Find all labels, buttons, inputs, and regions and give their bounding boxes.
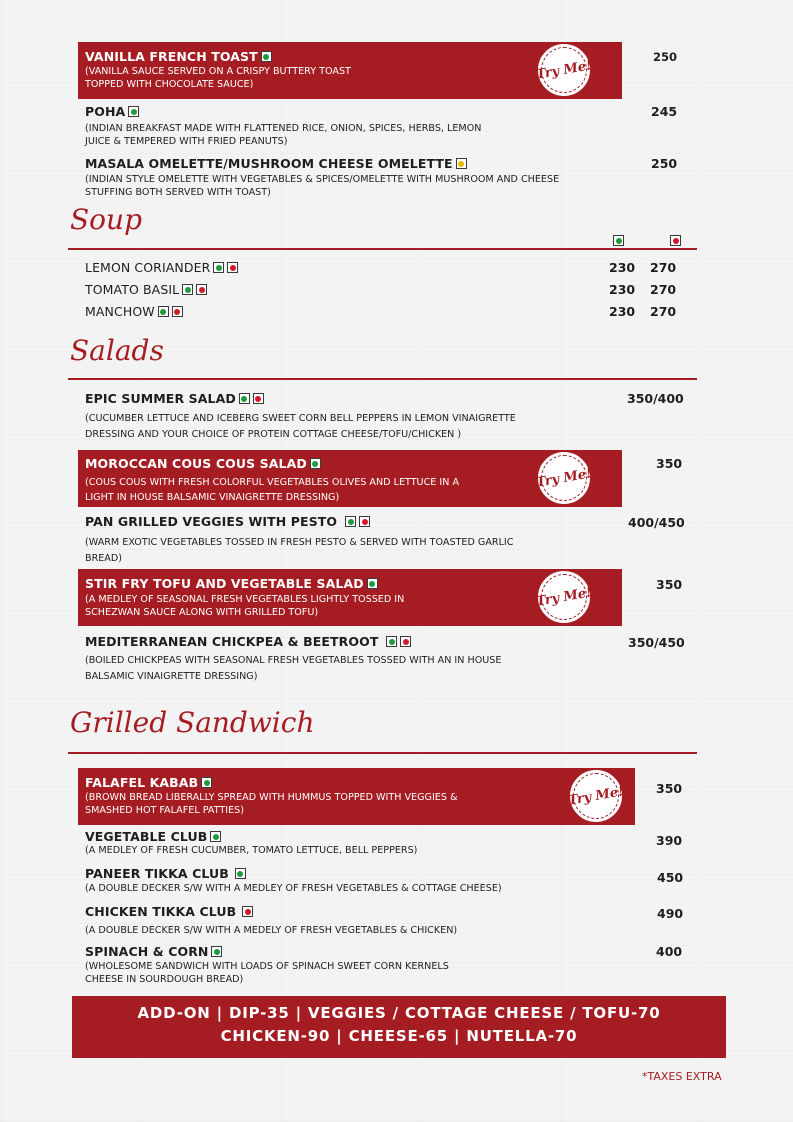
menu-item-title: STIR FRY TOFU AND VEGETABLE SALAD [85, 576, 378, 591]
menu-item-description: (COUS COUS WITH FRESH COLORFUL VEGETABLES OLIVES AND LETTUCE IN A LIGHT IN HOUSE BALSAMIC VINAIGRETTE DRESSING) [85, 477, 460, 503]
veg-icon [345, 516, 356, 527]
section-divider [68, 378, 697, 380]
menu-item-description: (A MEDLEY OF SEASONAL FRESH VEGETABLES LIGHTLY TOSSED IN SCHEZWAN SAUCE ALONG WITH GRILLED TOFU) [85, 594, 405, 618]
veg-icon [239, 393, 250, 404]
nonveg-icon [227, 262, 238, 273]
section-divider [68, 752, 697, 754]
menu-item-title: VANILLA FRENCH TOAST [85, 49, 272, 64]
veg-icon [213, 262, 224, 273]
menu-item-title: SPINACH & CORN [85, 944, 222, 959]
try-me-stamp: Try Me! [536, 42, 592, 98]
menu-item-price: 450 [657, 870, 684, 885]
menu-item-price: 400/450 [628, 515, 685, 530]
menu-item-title: VEGETABLE CLUB [85, 829, 221, 844]
menu-item-title: MASALA OMELETTE/MUSHROOM CHEESE OMELETTE [85, 156, 467, 171]
section-title-soup: Soup [70, 203, 142, 236]
try-me-stamp: Try Me! [568, 768, 624, 824]
soup-veg-price: 230 [609, 260, 636, 275]
veg-icon [367, 578, 378, 589]
soup-item-title: MANCHOW [85, 304, 183, 319]
nonveg-icon [242, 906, 253, 917]
veg-icon [210, 831, 221, 842]
menu-item-price: 350 [656, 456, 683, 471]
taxes-note: *TAXES EXTRA [642, 1070, 722, 1083]
egg-icon [456, 158, 467, 169]
menu-item-description: (BOILED CHICKPEAS WITH SEASONAL FRESH VEGETABLES TOSSED WITH AN IN HOUSE BALSAMIC VINAIGRETTE DRESSING) [85, 655, 502, 682]
veg-icon [211, 946, 222, 957]
menu-item-price: 490 [657, 906, 684, 921]
menu-item-description: (VANILLA SAUCE SERVED ON A CRISPY BUTTERY TOAST TOPPED WITH CHOCOLATE SAUCE) [85, 66, 351, 90]
menu-item-title: FALAFEL KABAB [85, 775, 212, 790]
soup-nonveg-price: 270 [650, 304, 677, 319]
soup-veg-price: 230 [609, 282, 636, 297]
try-me-stamp: Try Me! [536, 569, 592, 625]
menu-item-title: CHICKEN TIKKA CLUB [85, 904, 253, 919]
veg-icon [182, 284, 193, 295]
menu-item-price: 350/450 [628, 635, 685, 650]
menu-item-price: 400 [656, 944, 683, 959]
menu-item-title: MEDITERRANEAN CHICKPEA & BEETROOT [85, 634, 411, 649]
menu-item-description: (A MEDLEY OF FRESH CUCUMBER, TOMATO LETTUCE, BELL PEPPERS) [85, 845, 418, 856]
nonveg-column-icon [670, 235, 681, 246]
veg-icon [128, 106, 139, 117]
menu-item-description: (BROWN BREAD LIBERALLY SPREAD WITH HUMMUS TOPPED WITH VEGGIES & SMASHED HOT FALAFEL PATTIES) [85, 792, 458, 816]
menu-item-price: 350/400 [627, 391, 684, 406]
nonveg-icon [196, 284, 207, 295]
try-me-stamp: Try Me! [536, 450, 592, 506]
soup-item-title: TOMATO BASIL [85, 282, 207, 297]
veg-column-icon [613, 235, 624, 246]
veg-icon [310, 458, 321, 469]
menu-item-description: (WARM EXOTIC VEGETABLES TOSSED IN FRESH PESTO & SERVED WITH TOASTED GARLIC BREAD) [85, 537, 514, 564]
nonveg-icon [253, 393, 264, 404]
veg-icon [158, 306, 169, 317]
menu-item-description: (A DOUBLE DECKER S/W WITH A MEDLEY OF FRESH VEGETABLES & COTTAGE CHEESE) [85, 883, 502, 894]
veg-icon [201, 777, 212, 788]
veg-icon [235, 868, 246, 879]
menu-item-price: 350 [656, 577, 683, 592]
soup-veg-price: 230 [609, 304, 636, 319]
nonveg-icon [359, 516, 370, 527]
add-on-banner [72, 996, 726, 1058]
soup-item-title: LEMON CORIANDER [85, 260, 238, 275]
menu-item-title: POHA [85, 104, 139, 119]
soup-nonveg-price: 270 [650, 260, 677, 275]
soup-nonveg-price: 270 [650, 282, 677, 297]
nonveg-icon [400, 636, 411, 647]
veg-icon [261, 51, 272, 62]
add-on-line-1: ADD-ON | DIP-35 | VEGGIES / COTTAGE CHEESE / TOFU-70 [137, 1004, 661, 1022]
menu-item-description: (INDIAN BREAKFAST MADE WITH FLATTENED RICE, ONION, SPICES, HERBS, LEMON JUICE & TEMPERED WITH FRIED PEANUTS) [85, 123, 482, 147]
menu-item-title: MOROCCAN COUS COUS SALAD [85, 456, 321, 471]
menu-item-description: (A DOUBLE DECKER S/W WITH A MEDELY OF FRESH VEGETABLES & CHICKEN) [85, 925, 458, 936]
menu-item-price: 390 [656, 833, 683, 848]
section-title-salads: Salads [70, 334, 164, 367]
nonveg-icon [172, 306, 183, 317]
menu-item-price: 250 [651, 156, 678, 171]
menu-item-title: PANEER TIKKA CLUB [85, 866, 246, 881]
menu-item-title: EPIC SUMMER SALAD [85, 391, 264, 406]
menu-item-description: (WHOLESOME SANDWICH WITH LOADS OF SPINACH SWEET CORN KERNELS CHEESE IN SOURDOUGH BREAD) [85, 961, 449, 985]
menu-item-description: (INDIAN STYLE OMELETTE WITH VEGETABLES & SPICES/OMELETTE WITH MUSHROOM AND CHEESE STUFFING BOTH SERVED WITH TOAST) [85, 174, 560, 198]
add-on-line-2: CHICKEN-90 | CHEESE-65 | NUTELLA-70 [220, 1027, 578, 1045]
menu-item-price: 350 [656, 781, 683, 796]
menu-item-price: 250 [653, 50, 678, 64]
section-title-grilled-sandwich: Grilled Sandwich [70, 706, 315, 739]
menu-item-description: (CUCUMBER LETTUCE AND ICEBERG SWEET CORN BELL PEPPERS IN LEMON VINAIGRETTE DRESSING AND YOUR CHOICE OF PROTEIN COTTAGE CHEESE/TOFU/CHICKEN ) [85, 413, 516, 440]
section-divider [68, 248, 697, 250]
menu-item-price: 245 [651, 104, 678, 119]
veg-icon [386, 636, 397, 647]
menu-item-title: PAN GRILLED VEGGIES WITH PESTO [85, 514, 370, 529]
